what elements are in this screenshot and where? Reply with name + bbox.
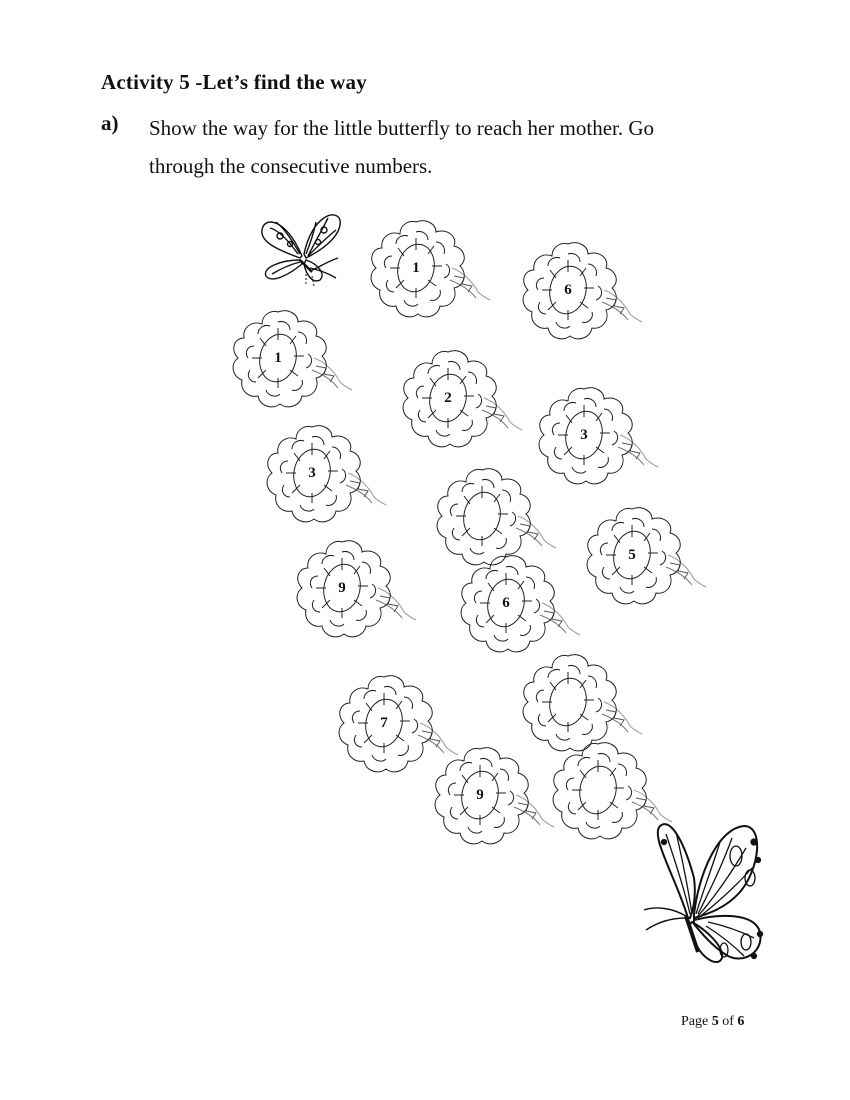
flower[interactable]: [228, 308, 358, 426]
question-label: a): [101, 111, 119, 135]
question-instructions: [149, 109, 749, 185]
flower-number: [518, 652, 618, 752]
page-middle: of: [718, 1014, 738, 1029]
flower-number: 1: [412, 259, 420, 276]
flower[interactable]: [262, 423, 392, 541]
flower-number: [432, 466, 532, 566]
instruction-line-2: through the consecutive numbers.: [149, 154, 433, 178]
flower[interactable]: [366, 218, 496, 336]
flower-number: 3: [308, 464, 316, 481]
little-butterfly-icon: [256, 208, 346, 288]
page-current: 5: [711, 1014, 719, 1029]
flower-number: 6: [564, 281, 572, 298]
flower[interactable]: [398, 348, 528, 466]
page-number: [681, 1014, 744, 1030]
mother-butterfly-icon: [636, 818, 768, 968]
flower-number: [548, 740, 648, 840]
activity-title: Activity 5 -Let’s find the way: [101, 70, 367, 94]
flower-number: 9: [338, 579, 346, 596]
page-prefix: Page: [681, 1014, 712, 1029]
flower-number: 1: [274, 349, 282, 366]
flower-number: 9: [476, 786, 484, 803]
flower[interactable]: [582, 505, 712, 623]
page-total: 6: [737, 1014, 745, 1029]
flower[interactable]: [292, 538, 422, 656]
flower-number: 2: [444, 389, 452, 406]
flower-number: 6: [502, 594, 510, 611]
flower-number: 7: [380, 714, 388, 731]
flower[interactable]: [430, 745, 560, 863]
flower-number: 3: [580, 426, 588, 443]
flower[interactable]: [518, 240, 648, 358]
flower-number: 5: [628, 546, 636, 563]
instruction-line-1: Show the way for the little butterfly to reach her mother. Go: [149, 116, 655, 140]
